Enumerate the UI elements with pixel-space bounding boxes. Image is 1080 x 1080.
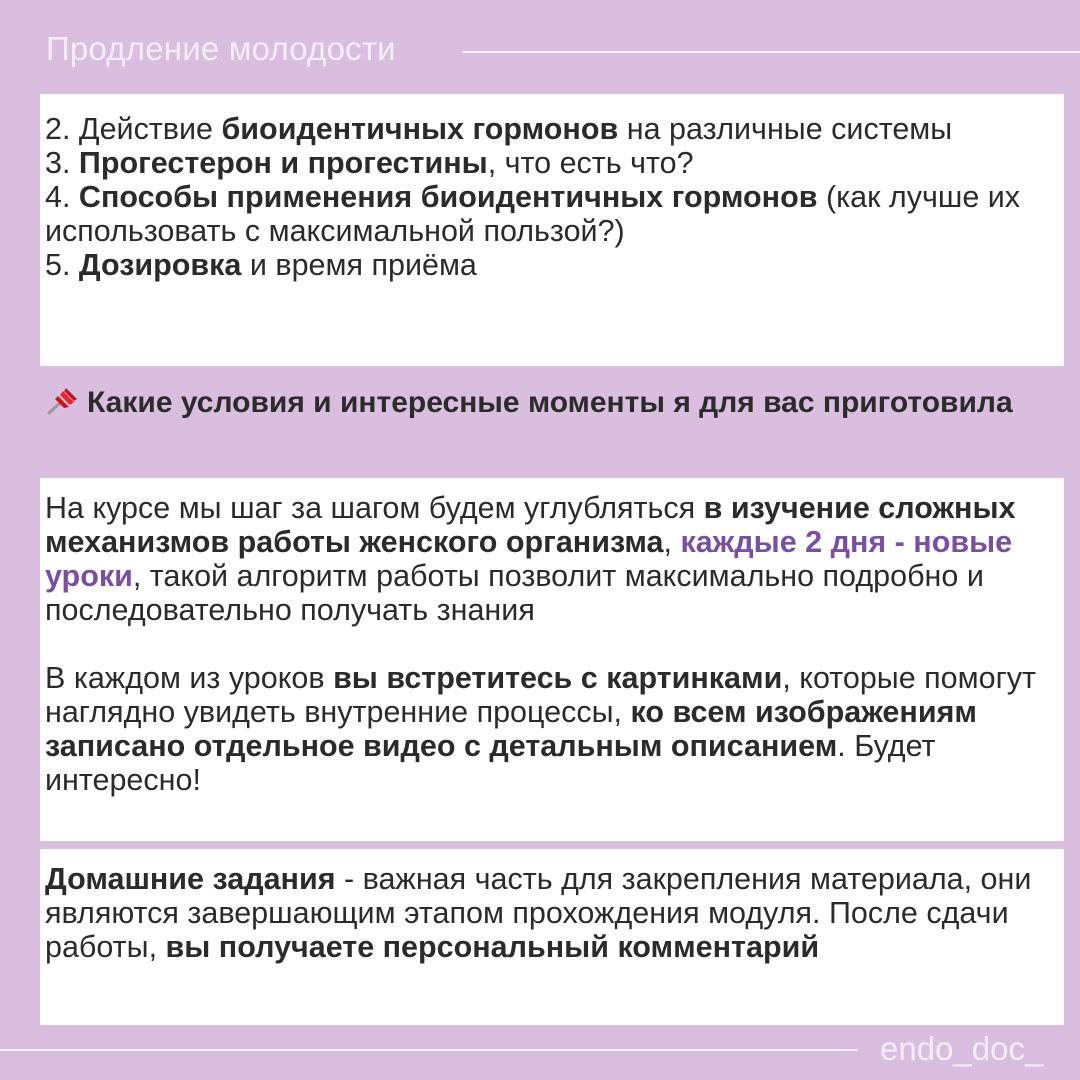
- course-panel: [40, 478, 1064, 841]
- list-item: 4. Способы применения биоидентичных гормонов (как лучше их использовать с максимальной пользой?): [45, 180, 1021, 248]
- header-divider: [462, 51, 1080, 53]
- list-item: 2. Действие биоидентичных гормонов на различные системы: [45, 112, 953, 146]
- footer-divider: [0, 1049, 858, 1051]
- list-item: 5. Дозировка и время приёма: [45, 248, 477, 282]
- course-paragraph: В каждом из уроков вы встретитесь с картинками, которые помогут наглядно увидеть внутренние процессы, ко всем изображениям записано отдельное видео с детальным описанием. Будет интересно!: [45, 661, 1036, 797]
- list-item: 3. Прогестерон и прогестины, что есть что?: [45, 146, 694, 180]
- author-handle: endo_doc_: [880, 1030, 1044, 1067]
- homework-paragraph: Домашние задания - важная часть для закрепления материала, они являются завершающим этапом прохождения модуля. После сдачи работы, вы получаете персональный комментарий: [45, 862, 1032, 964]
- homework-panel: [40, 849, 1064, 1025]
- course-paragraph: На курсе мы шаг за шагом будем углубляться в изучение сложных механизмов работы женского организма, каждые 2 дня - новые уроки, такой алгоритм работы позволит максимально подробно и последовательно получать знания: [45, 491, 1016, 627]
- page-title: Продление молодости: [46, 30, 396, 67]
- topics-panel: [40, 94, 1064, 366]
- pushpin-icon: [45, 386, 81, 416]
- section-heading: Какие условия и интересные моменты я для вас приготовила: [45, 386, 1045, 420]
